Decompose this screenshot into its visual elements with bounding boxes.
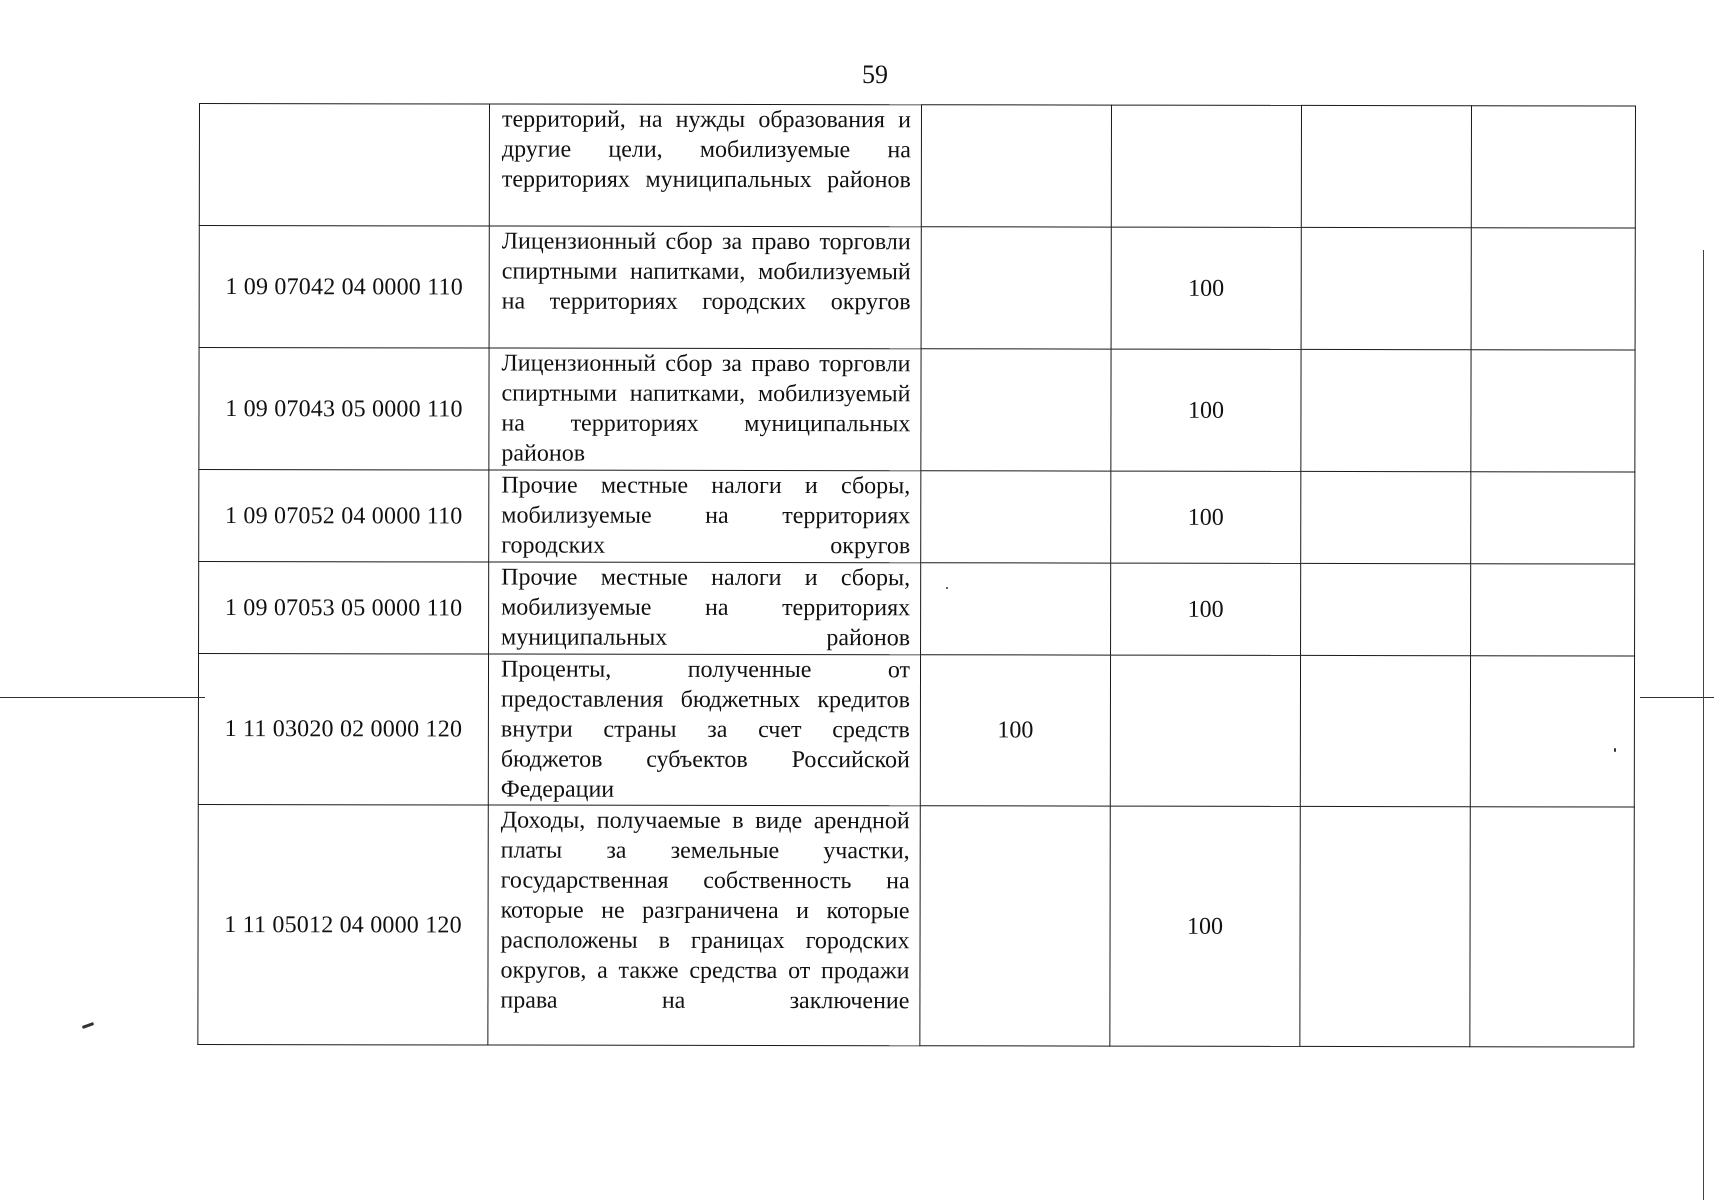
value-cell-2: 100: [1111, 349, 1301, 471]
scan-edge-line: [1703, 250, 1704, 1200]
value-cell-1: 100: [920, 655, 1110, 806]
value-cell-2: 100: [1111, 227, 1301, 349]
value-cell-4: [1471, 350, 1635, 472]
scan-speck: [1614, 748, 1616, 752]
budget-code-cell: 1 11 03020 02 0000 120: [198, 654, 488, 806]
budget-code-cell: 1 11 05012 04 0000 120: [198, 804, 488, 1045]
value-cell-4: [1470, 807, 1634, 1047]
value-cell-3: [1301, 349, 1471, 471]
value-cell-3: [1301, 563, 1471, 655]
budget-code-cell: 1 09 07042 04 0000 110: [199, 226, 489, 349]
revenue-name-cell: Прочие местные налоги и сборы, мобилизуемые на территориях городских округов: [489, 470, 921, 563]
revenue-name-cell: Лицензионный сбор за право торговли спиртными напитками, мобилизуемый на территориях муниципальных районов: [489, 348, 921, 471]
value-cell-2: 100: [1110, 806, 1300, 1046]
revenue-name-cell: Проценты, полученные от предоставления бюджетных кредитов внутри страны за счет средств бюджетов субъектов Российской Федерации: [488, 654, 920, 806]
budget-code-cell: 1 09 07052 04 0000 110: [199, 470, 489, 563]
value-cell-3: [1301, 227, 1471, 349]
value-cell-3: [1301, 105, 1471, 227]
revenue-name-cell: Доходы, получаемые в виде арендной платы за земельные участки, государственная собственность на которые не разграничена и которые расположены в границах городских округов, а также средства от продажи права на заключение: [488, 805, 920, 1046]
value-cell-2: 100: [1111, 563, 1301, 655]
revenue-name-cell: Прочие местные налоги и сборы, мобилизуемые на территориях муниципальных районов: [489, 562, 921, 655]
budget-code-cell: 1 09 07053 05 0000 110: [199, 562, 489, 655]
value-cell-1: [921, 105, 1111, 227]
value-cell-4: [1471, 228, 1635, 350]
table-row: [199, 470, 1635, 565]
value-cell-3: [1300, 806, 1470, 1046]
table-row: [198, 654, 1634, 808]
scan-fold-line-left: [0, 697, 205, 698]
table-row: [199, 562, 1635, 657]
table-row: [199, 104, 1635, 229]
scan-speck: [82, 1022, 94, 1029]
value-cell-4: [1471, 106, 1635, 228]
budget-classification-table: [197, 103, 1636, 1048]
table-row: [199, 348, 1635, 473]
revenue-name-cell: Лицензионный сбор за право торговли спиртными напитками, мобилизуемый на территориях городских округов: [489, 226, 921, 349]
value-cell-1: [921, 227, 1111, 349]
value-cell-4: [1471, 564, 1635, 656]
value-cell-2: [1111, 105, 1301, 227]
page-number: 59: [862, 60, 888, 89]
table-row: [198, 804, 1634, 1047]
revenue-name-cell: территорий, на нужды образования и другие цели, мобилизуемые на территориях муниципальных районов: [489, 104, 921, 227]
scan-speck: [946, 587, 948, 589]
budget-code-cell: 1 09 07043 05 0000 110: [199, 348, 489, 471]
value-cell-2: [1110, 655, 1300, 806]
value-cell-1: [921, 563, 1111, 655]
value-cell-4: [1471, 472, 1635, 564]
value-cell-4: [1470, 656, 1634, 807]
value-cell-3: [1301, 471, 1471, 563]
value-cell-1: [921, 471, 1111, 563]
value-cell-1: [920, 806, 1110, 1046]
value-cell-2: 100: [1111, 471, 1301, 563]
value-cell-3: [1300, 655, 1470, 806]
table-row: [199, 226, 1635, 351]
value-cell-1: [921, 349, 1111, 471]
budget-code-cell: [199, 104, 489, 227]
